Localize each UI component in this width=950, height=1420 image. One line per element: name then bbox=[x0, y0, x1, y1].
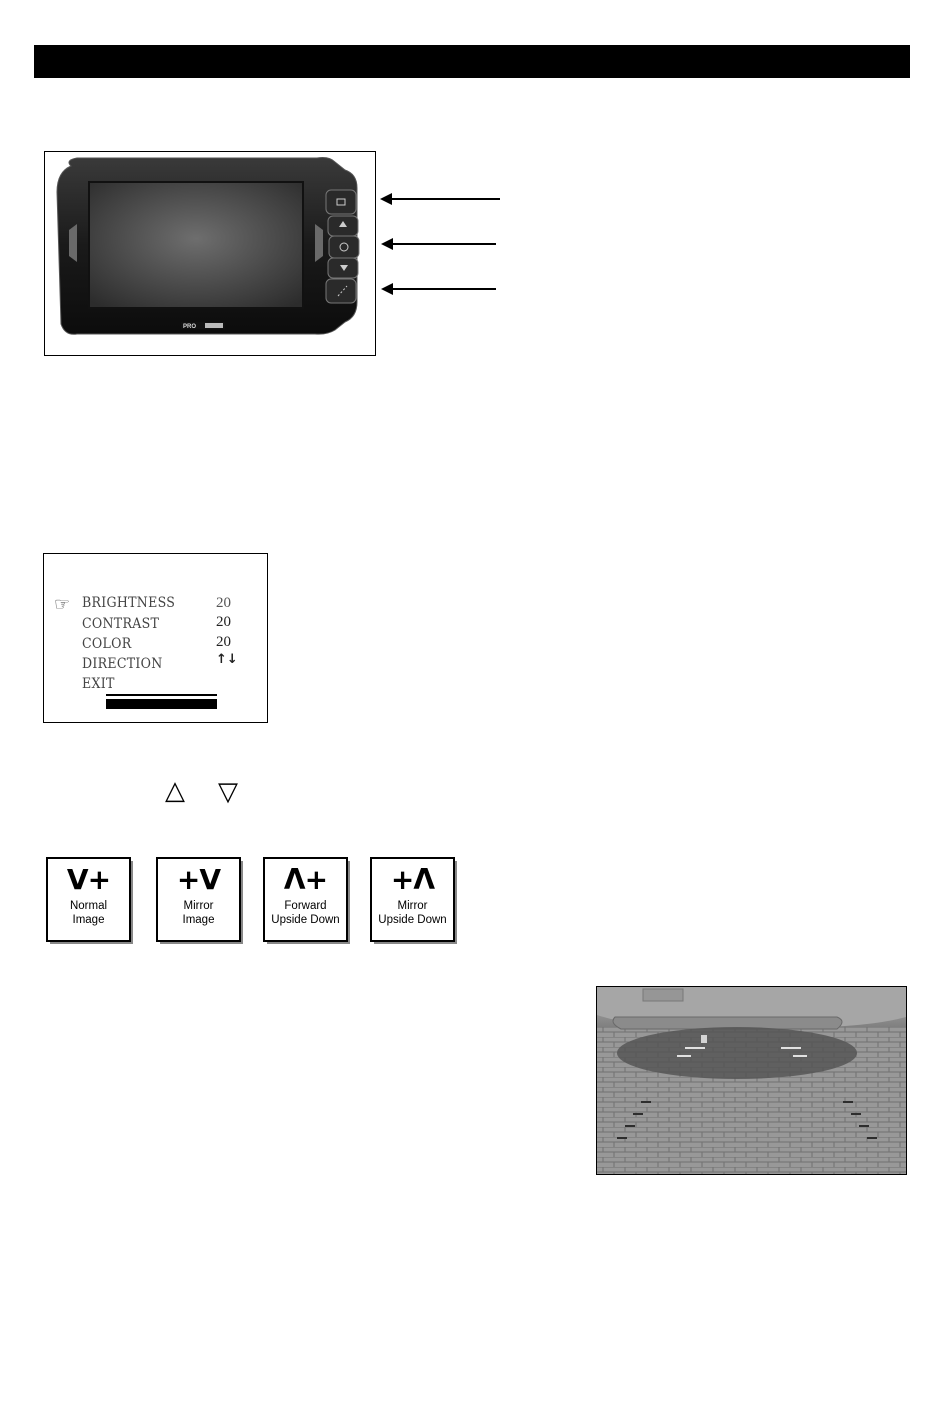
osd-item-contrast: CONTRAST bbox=[82, 616, 160, 632]
direction-label-line1: Mirror bbox=[397, 900, 428, 912]
osd-value-direction: ↑↓ bbox=[216, 652, 238, 667]
down-triangle-icon: ▽ bbox=[218, 777, 238, 807]
direction-label-line2: Image bbox=[72, 914, 105, 926]
hand-pointer-icon: ☞ bbox=[54, 594, 71, 615]
direction-symbol: V+ bbox=[66, 863, 111, 896]
direction-option-mirror-upside-down bbox=[370, 857, 455, 942]
osd-item-color: COLOR bbox=[82, 636, 132, 652]
arrow-to-mode-button bbox=[383, 288, 496, 290]
osd-item-brightness: BRIGHTNESS bbox=[82, 595, 176, 611]
monitor-illustration bbox=[45, 152, 375, 355]
osd-menu-figure bbox=[43, 553, 268, 723]
osd-underline bbox=[106, 694, 217, 696]
direction-option-forward-upside-down bbox=[263, 857, 348, 942]
osd-progress-bar bbox=[106, 699, 217, 709]
monitor-side-buttons bbox=[326, 190, 359, 303]
direction-option-mirror-image bbox=[156, 857, 241, 942]
up-triangle-icon: △ bbox=[165, 776, 185, 806]
direction-label-line2: Upside Down bbox=[378, 914, 447, 926]
section-header-bar bbox=[34, 45, 910, 78]
direction-label-line2: Upside Down bbox=[271, 914, 340, 926]
direction-label-line1: Forward bbox=[284, 900, 327, 912]
direction-label-line1: Mirror bbox=[183, 900, 214, 912]
osd-value-contrast: 20 bbox=[216, 614, 231, 630]
arrow-to-menu-button bbox=[382, 198, 500, 200]
direction-option-normal-image bbox=[46, 857, 131, 942]
osd-value-color: 20 bbox=[216, 634, 231, 650]
osd-item-direction: DIRECTION bbox=[82, 656, 163, 672]
osd-value-brightness: 20 bbox=[216, 595, 231, 611]
camera-view-illustration bbox=[597, 987, 906, 1174]
monitor-brand-text: PRO bbox=[183, 324, 197, 330]
direction-symbol: Λ+ bbox=[283, 863, 328, 896]
direction-symbol: +Λ bbox=[390, 863, 435, 896]
direction-label-line2: Image bbox=[182, 914, 215, 926]
rear-camera-view-photo bbox=[596, 986, 907, 1175]
monitor-figure bbox=[44, 151, 376, 356]
osd-item-exit: EXIT bbox=[82, 676, 115, 692]
direction-label-line1: Normal bbox=[69, 900, 108, 912]
direction-symbol: +V bbox=[176, 863, 221, 896]
arrow-to-power-button bbox=[383, 243, 496, 245]
